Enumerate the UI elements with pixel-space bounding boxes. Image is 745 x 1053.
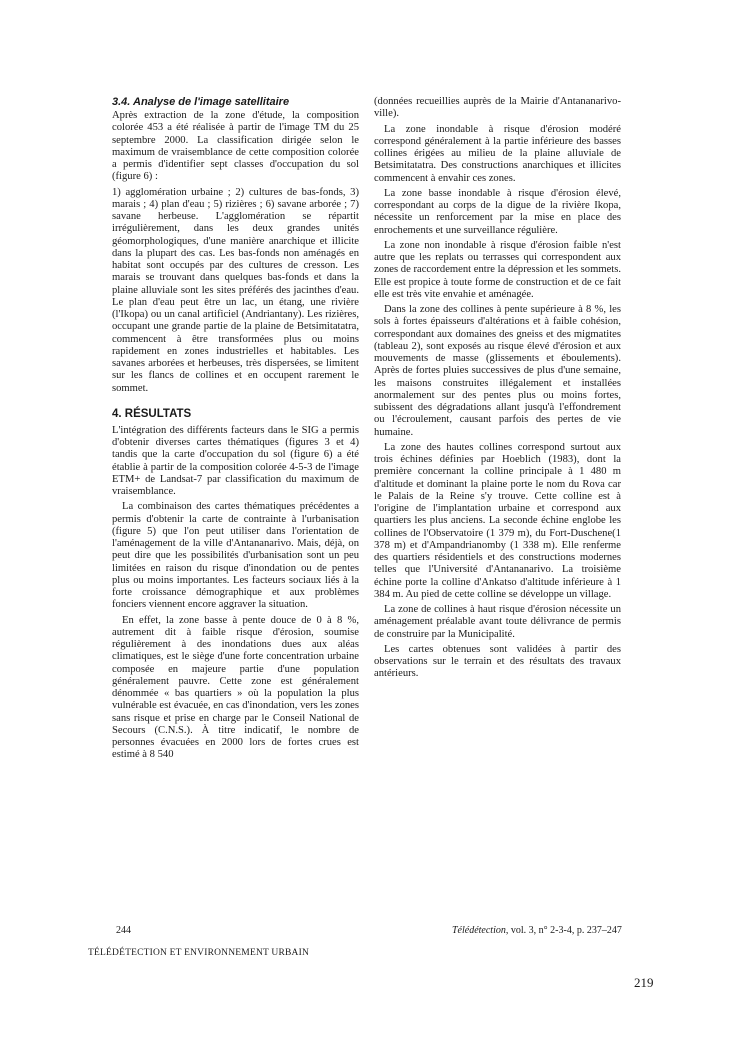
paragraph: L'intégration des différents facteurs dans le SIG a permis d'obtenir diverses cartes thématiques (figures 3 et 4) tandis que la carte d'occupation du sol (figure 6) a été établie à partir de la composition colorée 4-5-3 de l'image ETM+ de Landsat-7 par classification du maximum de vraisemblance.	[112, 424, 359, 497]
section-heading-results: 4. RÉSULTATS	[112, 407, 192, 420]
running-head: TÉLÉDÉTECTION ET ENVIRONNEMENT URBAIN	[88, 948, 310, 958]
journal-name: Télédétection	[452, 925, 506, 936]
paragraph: La combinaison des cartes thématiques précédentes a permis d'obtenir la carte de contrainte à l'urbanisation (figure 5) que l'on peut utiliser dans l'orientation de l'aménagement de la ville d'Antananarivo. Mais, déjà, on peut dire que les possibilités d'urbanisation sont un peu limitées en raison du risque d'inondation ou de pentes plus ou moins importantes. Les facteurs sociaux liés à la forte croissance démographique et aux problèmes fonciers viennent encore aggraver la situation.	[112, 501, 359, 611]
paragraph: La zone basse inondable à risque d'érosion élevé, correspondant au corps de la digue de la rivière Ikopa, nécessite un renforcement par la mise en place des enrochements et une surveillance régulière.	[374, 187, 621, 236]
journal-details: , vol. 3, n° 2-3-4, p. 237–247	[505, 925, 622, 936]
paragraph: Après extraction de la zone d'étude, la composition colorée 453 a été réalisée à partir de l'image TM du 25 septembre 2000. La classification dirigée selon le maximum de vraisemblance de cette composition colorée a permis d'identifier sept classes d'occupation du sol (figure 6) :	[112, 110, 359, 183]
page-number: 219	[634, 975, 654, 990]
paragraph: 1) agglomération urbaine ; 2) cultures de bas-fonds, 3) marais ; 4) plan d'eau ; 5) rizières ; 6) savane arborée ; 7) savane herbeuse. L'agglomération se répartit irrégulièrement, dans les deux grandes unités géomorphologiques, d'une manière anarchique et illicite dans la plupart des cas. Les bas-fonds non aménagés en habitat sont occupés par des cultures de cresson. Les marais se trouvant dans quelques bas-fonds et dans la plaine alluviale sont les sites préférés des jacinthes d'eau. Le plan d'eau peut être un lac, un étang, une rivière (l'Ikopa) ou un canal artificiel (Andriantany). Les rizières, occupant une grande partie de la plaine de Betsimitatatra, commencent à être transformées plus ou moins rapidement en zones industrielles et habitables. Les savanes arborées et herbeuses, très dispersées, se limitent sur les flancs de collines et en occupent rarement le sommet.	[112, 186, 359, 394]
footer-page-number: 244	[116, 925, 131, 936]
paragraph: En effet, la zone basse à pente douce de 0 à 8 %, autrement dit à faible risque d'érosion, soumise régulièrement à des inondations dues aux aléas climatiques, est le siège d'une forte concentration urbaine composée en majeure partie d'une population généralement pauvre. Cette zone est généralement dénommée « bas quartiers » où la population la plus vulnérable est évacuée, en cas d'inondation, vers les zones sans risque et prise en charge par le Conseil National de Secours (C.N.S.). À titre indicatif, le nombre de personnes évacuées en 2000 lors de fortes crues est estimé à 8 540	[112, 614, 359, 761]
paragraph: La zone des hautes collines correspond surtout aux trois échines définies par Hoeblich (1983), dont la première concernant la colline principale à 1 480 m d'altitude et dominant la plaine porte le nom du Rova car le Palais de la Reine s'y trouve. Cette colline est à l'origine de l'implantation urbaine et correspond aux quartiers les plus anciens. La seconde échine englobe les collines de l'Observatoire (1 379 m), du Fort-Duschene(1 378 m) et d'Ampandrianomby (1 338 m). Elle renferme des quartiers résidentiels et des constructions modernes telles que l'Université d'Antananarivo. La troisième échine porte la colline d'Ankatso d'altitude inférieure à 1 384 m. Au pied de cette colline se développe un village.	[374, 441, 621, 600]
paragraph: La zone non inondable à risque d'érosion faible n'est autre que les replats ou terrasses qui correspondent aux zones de raccordement entre la dépression et les sommets. Elle est propice à toute forme de construction et de ce fait elle est très vite envahie et aménagée.	[374, 239, 621, 300]
section-heading-image-analysis: 3.4. Analyse de l'image satellitaire	[112, 96, 290, 108]
paragraph: (données recueillies auprès de la Mairie d'Antananarivo-ville).	[374, 96, 621, 120]
footer-journal-citation	[452, 925, 622, 936]
paragraph: Dans la zone des collines à pente supérieure à 8 %, les sols à fortes épaisseurs d'altérations et à faible cohésion, correspondant aux domaines des gneiss et des migmatites (tableau 2), sont exposés au risque élevé d'érosion et aux mouvements de masse (glissements et éboulements). Après de fortes pluies successives de plus d'une semaine, les maisons construites illégalement et installées anormalement sur des pentes plus ou moins fortes, subissent des dégradations allant jusqu'à l'effondrement ou l'écroulement, causant parfois des pertes de vie humaine.	[374, 304, 621, 438]
paragraph: La zone de collines à haut risque d'érosion nécessite un aménagement préalable avant toute délivrance de permis de construire par la Municipalité.	[374, 604, 621, 640]
left-column	[112, 96, 359, 765]
paragraph: La zone inondable à risque d'érosion modéré correspond généralement à la partie inférieure des basses collines érigées au milieu de la plaine alluviale de Betsimitatatra. Des constructions anarchiques et illicites commencent à envahir ces zones.	[374, 123, 621, 184]
right-column	[374, 96, 621, 684]
paragraph: Les cartes obtenues sont validées à partir des observations sur le terrain et des résultats des travaux antérieurs.	[374, 643, 621, 680]
